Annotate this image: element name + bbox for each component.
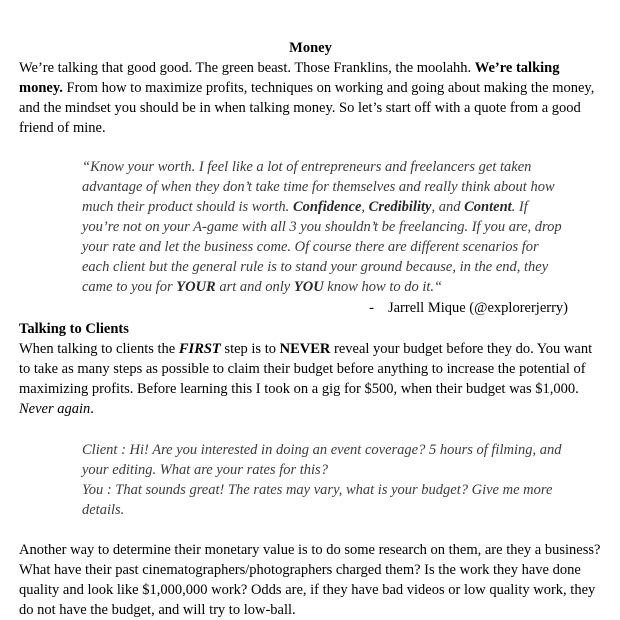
closing-paragraph: Another way to determine their monetary value is to do some research on them, are they a business? What have their past cinematographers/photographers charged them? Is the work they have done quality and look like $1,000,000 work? Odds are, if they have bad videos or low quality work, they do not have the budget, and will try to low-ball. xyxy=(19,542,601,618)
quote-text: . If you’re not on your A-game with all 3 you shouldn’t be freelancing. If you are, drop your rate and let the business come. Of course there are different scenarios for each client but the general rule is to stand your ground because, in the end, they came to you for xyxy=(82,199,562,295)
quote-emphasis: Confidence xyxy=(292,199,362,215)
section-heading: Talking to Clients xyxy=(19,321,129,337)
section-text: . xyxy=(90,401,94,417)
section-emphasis: FIRST xyxy=(178,341,221,357)
section-paragraph xyxy=(19,339,602,419)
quote-text: know how to do it.“ xyxy=(323,279,443,295)
quote-emphasis: YOU xyxy=(293,279,324,295)
section-emphasis: NEVER xyxy=(279,341,331,357)
quote-emphasis: Content xyxy=(464,199,512,215)
quote-emphasis: Credibility xyxy=(368,199,432,215)
section-italic: Never again xyxy=(19,401,91,417)
block-quote xyxy=(82,157,568,297)
quote-text: art and only xyxy=(215,279,294,295)
quote-text: , xyxy=(361,199,369,215)
section-text: reveal your budget before they do. You want to take as many steps as possible to claim their budget before anything to increase the potential of maximizing profits. Before learning this I took on a gig for $500, when their budget was $1,000. xyxy=(19,341,593,397)
quote-emphasis: YOUR xyxy=(176,279,216,295)
intro-text: We’re talking that good good. The green beast. Those Franklins, the moolahh. xyxy=(19,60,475,76)
page-title: Money xyxy=(289,40,332,56)
attribution-dash: - xyxy=(369,300,374,316)
quote-attribution xyxy=(19,298,568,318)
dialog-example xyxy=(82,440,572,520)
dialog-you-line: You : That sounds great! The rates may vary, what is your budget? Give me more details. xyxy=(82,482,553,518)
quote-text: “Know your worth. I feel like a lot of entrepreneurs and freelancers get taken advantage of when they don’t take time for themselves and really think about how much their product should is worth. xyxy=(82,159,555,215)
attribution-name: Jarrell Mique (@explorerjerry) xyxy=(387,300,568,316)
intro-bold-text: We’re talking money. xyxy=(19,60,560,96)
section-text: When talking to clients the xyxy=(19,341,179,357)
dialog-client-line: Client : Hi! Are you interested in doing an event coverage? 5 hours of filming, and your editing. What are your rates for this? xyxy=(82,442,562,478)
intro-text-continued: From how to maximize profits, techniques on working and going about making the money, and the mindset you should be in when talking money. So let’s start off with a quote from a good friend of mine. xyxy=(19,80,595,136)
intro-paragraph xyxy=(19,58,602,138)
quote-text: , and xyxy=(431,199,465,215)
section-text: step is to xyxy=(220,341,280,357)
